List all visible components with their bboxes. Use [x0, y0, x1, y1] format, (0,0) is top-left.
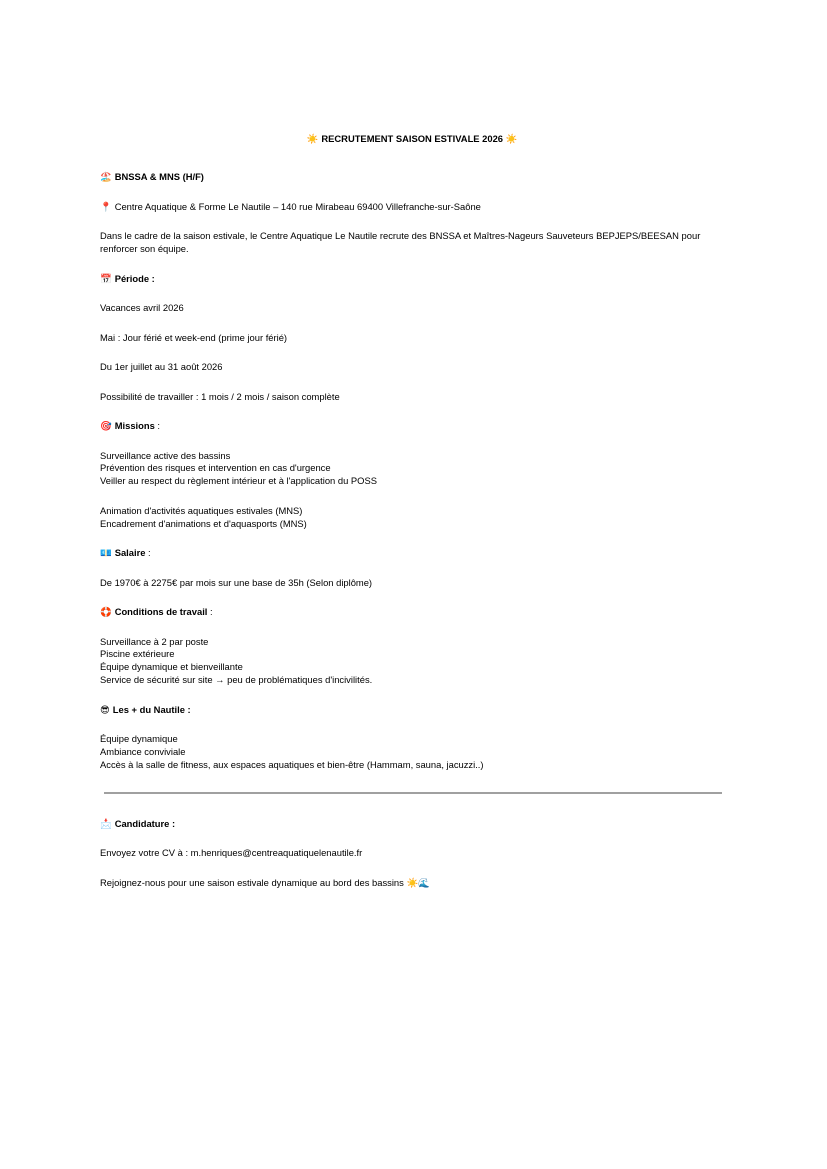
sunglasses-face-icon: 😎	[100, 705, 110, 716]
condition-item: Équipe dynamique et bienveillante	[100, 661, 243, 672]
closing-line: Rejoignez-nous pour une saison estivale dynamique au bord des bassins ☀️🌊	[100, 877, 430, 889]
mission-item: Veiller au respect du règlement intérieur et à l'application du POSS	[100, 475, 377, 486]
conditions-heading: 🛟 Conditions de travail :	[100, 606, 213, 618]
salaire-text: De 1970€ à 2275€ par mois sur une base de 35h (Selon diplôme)	[100, 577, 373, 588]
mission-item: Animation d'activités aquatiques estivales (MNS)	[100, 505, 303, 516]
candidature-heading: 📩 Candidature :	[100, 818, 176, 830]
missions-heading: 🎯 Missions :	[100, 420, 161, 432]
plus-item: Accès à la salle de fitness, aux espaces aquatiques et bien-être (Hammam, sauna, jacuzzi..)	[100, 759, 484, 770]
salaire-heading: 💶 Salaire :	[100, 547, 151, 559]
sun-icon: ☀️	[505, 134, 518, 145]
page-title	[0, 133, 827, 147]
beach-umbrella-icon: 🏖️	[100, 172, 112, 183]
condition-item: Service de sécurité sur site → peu de problématiques d'incivilités.	[100, 674, 373, 685]
periode-item: Mai : Jour férié et week-end (prime jour férié)	[100, 332, 288, 343]
mission-item: Surveillance active des bassins	[100, 450, 231, 461]
condition-item: Surveillance à 2 par poste	[100, 636, 209, 647]
sun-icon: ☀️	[306, 134, 319, 145]
mission-item: Encadrement d'animations et d'aquasports (MNS)	[100, 518, 307, 529]
envelope-icon: 📩	[100, 819, 112, 830]
mission-item: Prévention des risques et intervention en cas d'urgence	[100, 462, 331, 473]
job-heading: 🏖️ BNSSA & MNS (H/F)	[100, 171, 204, 183]
target-icon: 🎯	[100, 421, 112, 432]
plus-item: Ambiance conviviale	[100, 746, 186, 757]
plus-item: Équipe dynamique	[100, 733, 178, 744]
sun-wave-icons: ☀️🌊	[406, 878, 430, 889]
periode-item: Vacances avril 2026	[100, 302, 184, 313]
euro-banknote-icon: 💶	[100, 548, 112, 559]
title-text: RECRUTEMENT SAISON ESTIVALE 2026	[321, 133, 504, 144]
plus-heading: 😎 Les + du Nautile :	[100, 704, 191, 716]
periode-heading: 📅 Période :	[100, 273, 155, 285]
lifebuoy-icon: 🛟	[100, 607, 112, 618]
pin-icon: 📍	[100, 202, 112, 213]
horizontal-divider	[104, 792, 722, 794]
condition-item: Piscine extérieure	[100, 648, 175, 659]
location-line: 📍 Centre Aquatique & Forme Le Nautile – 140 rue Mirabeau 69400 Villefranche-sur-Saône	[100, 201, 481, 213]
candidature-text: Envoyez votre CV à : m.henriques@centreaquatiquelenautile.fr	[100, 847, 363, 858]
periode-item: Possibilité de travailler : 1 mois / 2 mois / saison complète	[100, 391, 340, 402]
periode-item: Du 1er juillet au 31 août 2026	[100, 361, 223, 372]
calendar-icon: 📅	[100, 274, 112, 285]
intro-paragraph: Dans le cadre de la saison estivale, le Centre Aquatique Le Nautile recrute des BNSSA et Maîtres-Nageurs Sauveteurs BEPJEPS/BEESAN pour renforcer son équipe.	[100, 230, 701, 254]
